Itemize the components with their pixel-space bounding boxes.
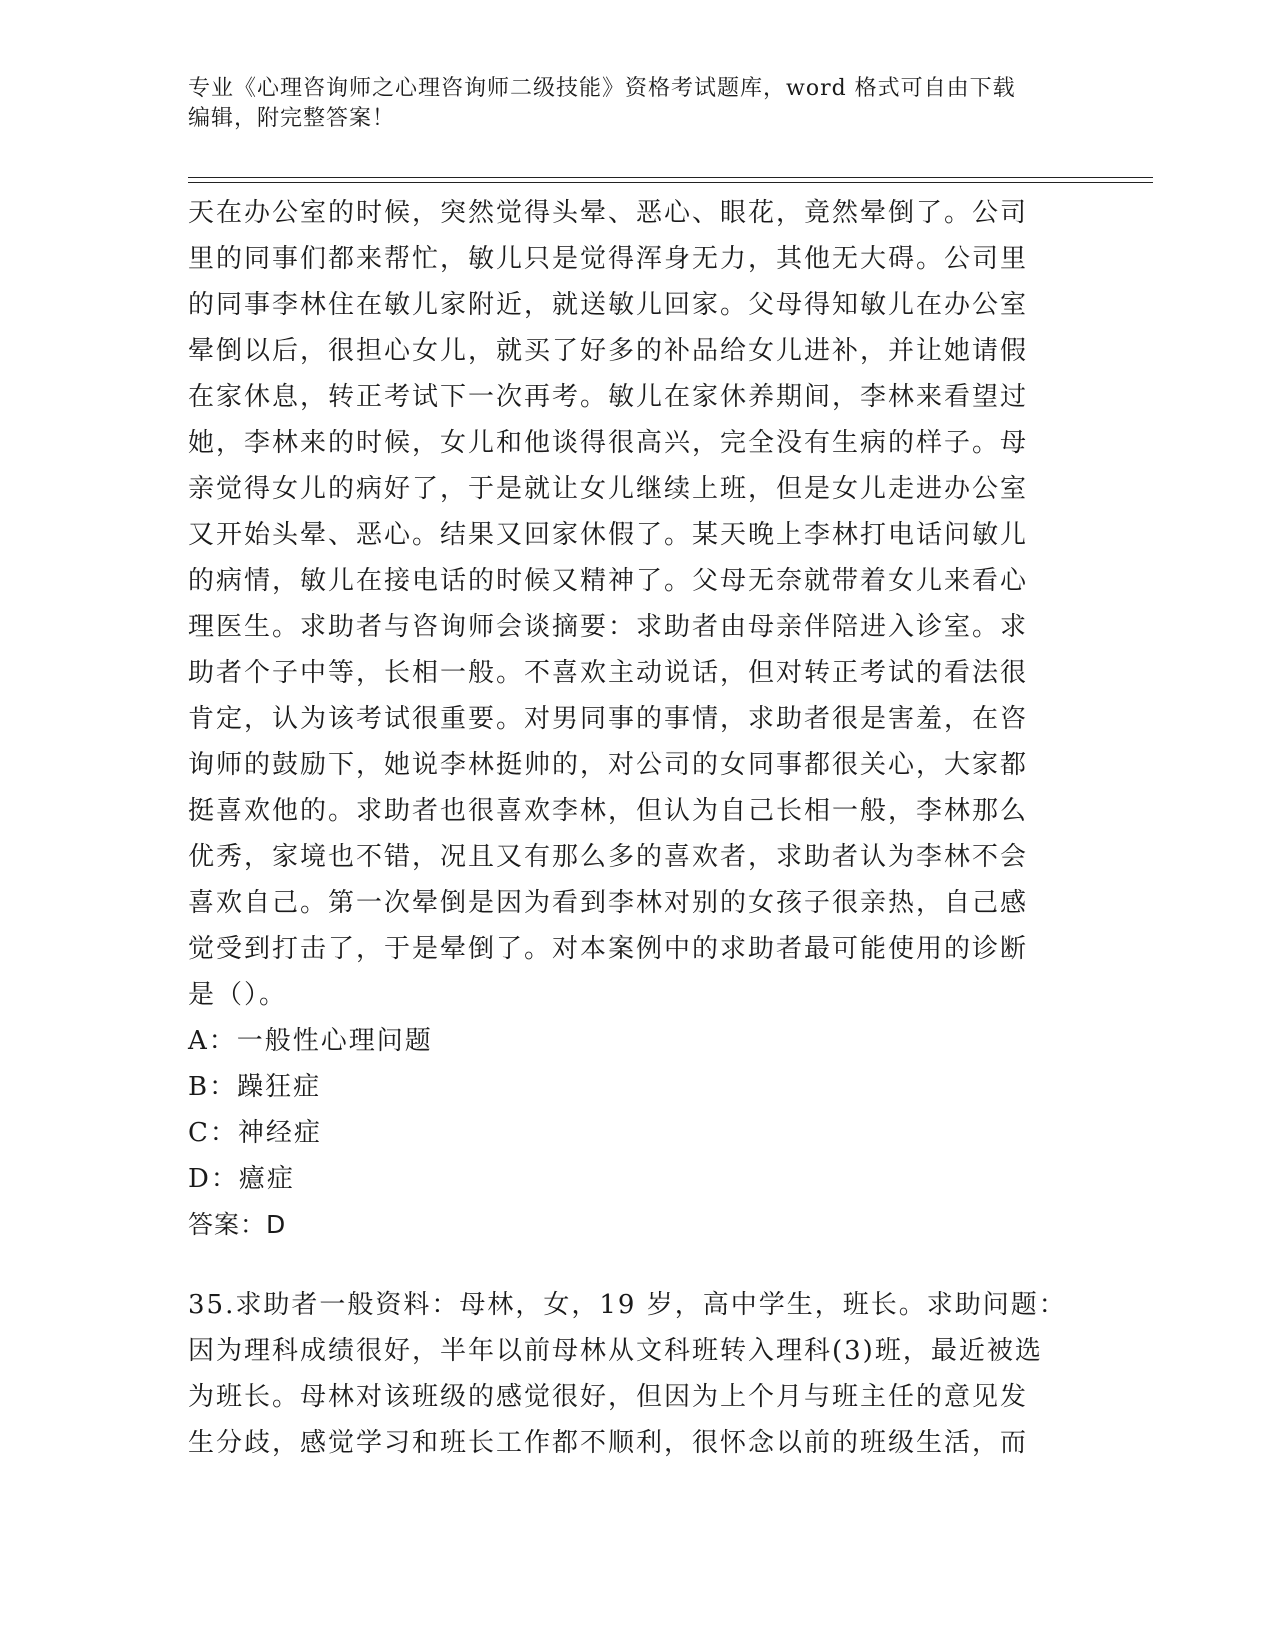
question-35-line: 为班长。母林对该班级的感觉很好，但因为上个月与班主任的意见发 bbox=[188, 1382, 1029, 1412]
header-divider-bottom bbox=[188, 182, 1153, 183]
question-35 bbox=[188, 1282, 1068, 1466]
passage-line: 在家休息，转正考试下一次再考。敏儿在家休养期间，李林来看望过 bbox=[188, 382, 1029, 412]
passage-line: 肯定，认为该考试很重要。对男同事的事情，求助者很是害羞，在咨 bbox=[188, 704, 1029, 734]
passage-line: 挺喜欢他的。求助者也很喜欢李林，但认为自己长相一般，李林那么 bbox=[188, 796, 1029, 826]
passage-line: 她，李林来的时候，女儿和他谈得很高兴，完全没有生病的样子。母 bbox=[188, 428, 1029, 458]
passage-line: 的同事李林住在敏儿家附近，就送敏儿回家。父母得知敏儿在办公室 bbox=[188, 290, 1029, 320]
passage-line: 亲觉得女儿的病好了，于是就让女儿继续上班，但是女儿走进办公室 bbox=[188, 474, 1029, 504]
option-c: C：神经症 bbox=[188, 1118, 322, 1148]
passage-line: 里的同事们都来帮忙，敏儿只是觉得浑身无力，其他无大碍。公司里 bbox=[188, 244, 1029, 274]
option-a: A：一般性心理问题 bbox=[188, 1026, 433, 1056]
question-35-line: 生分歧，感觉学习和班长工作都不顺利，很怀念以前的班级生活，而 bbox=[188, 1428, 1029, 1458]
passage-line: 天在办公室的时候，突然觉得头晕、恶心、眼花，竟然晕倒了。公司 bbox=[188, 198, 1029, 228]
answer-options bbox=[188, 1018, 1068, 1202]
passage-line: 助者个子中等，长相一般。不喜欢主动说话，但对转正考试的看法很 bbox=[188, 658, 1029, 688]
header-title-line-1: 专业《心理咨询师之心理咨询师二级技能》资格考试题库，word 格式可自由下载 bbox=[188, 76, 1016, 101]
option-d: D：癔症 bbox=[188, 1164, 295, 1194]
question-34-body bbox=[188, 190, 1068, 1248]
question-35-line: 35.求助者一般资料：母林，女，19 岁，高中学生，班长。求助问题： bbox=[188, 1290, 1067, 1320]
passage-line: 的病情，敏儿在接电话的时候又精神了。父母无奈就带着女儿来看心 bbox=[188, 566, 1029, 596]
passage-line: 询师的鼓励下，她说李林挺帅的，对公司的女同事都很关心，大家都 bbox=[188, 750, 1029, 780]
document-header bbox=[188, 74, 1088, 134]
passage-line: 又开始头晕、恶心。结果又回家休假了。某天晚上李林打电话问敏儿 bbox=[188, 520, 1029, 550]
answer-key: 答案：D bbox=[188, 1210, 287, 1239]
passage-line: 喜欢自己。第一次晕倒是因为看到李林对别的女孩子很亲热，自己感 bbox=[188, 888, 1029, 918]
passage-line: 晕倒以后，很担心女儿，就买了好多的补品给女儿进补，并让她请假 bbox=[188, 336, 1029, 366]
option-b: B：躁狂症 bbox=[188, 1072, 322, 1102]
header-divider-top bbox=[188, 177, 1153, 178]
question-35-line: 因为理科成绩很好，半年以前母林从文科班转入理科(3)班，最近被选 bbox=[188, 1336, 1043, 1366]
passage-line: 优秀，家境也不错，况且又有那么多的喜欢者，求助者认为李林不会 bbox=[188, 842, 1029, 872]
header-title-line-2: 编辑，附完整答案！ bbox=[188, 106, 396, 131]
passage-line: 觉受到打击了，于是晕倒了。对本案例中的求助者最可能使用的诊断 bbox=[188, 934, 1029, 964]
passage-line: 理医生。求助者与咨询师会谈摘要：求助者由母亲伴陪进入诊室。求 bbox=[188, 612, 1029, 642]
case-passage bbox=[188, 190, 1068, 1018]
passage-line: 是（）。 bbox=[188, 980, 288, 1010]
